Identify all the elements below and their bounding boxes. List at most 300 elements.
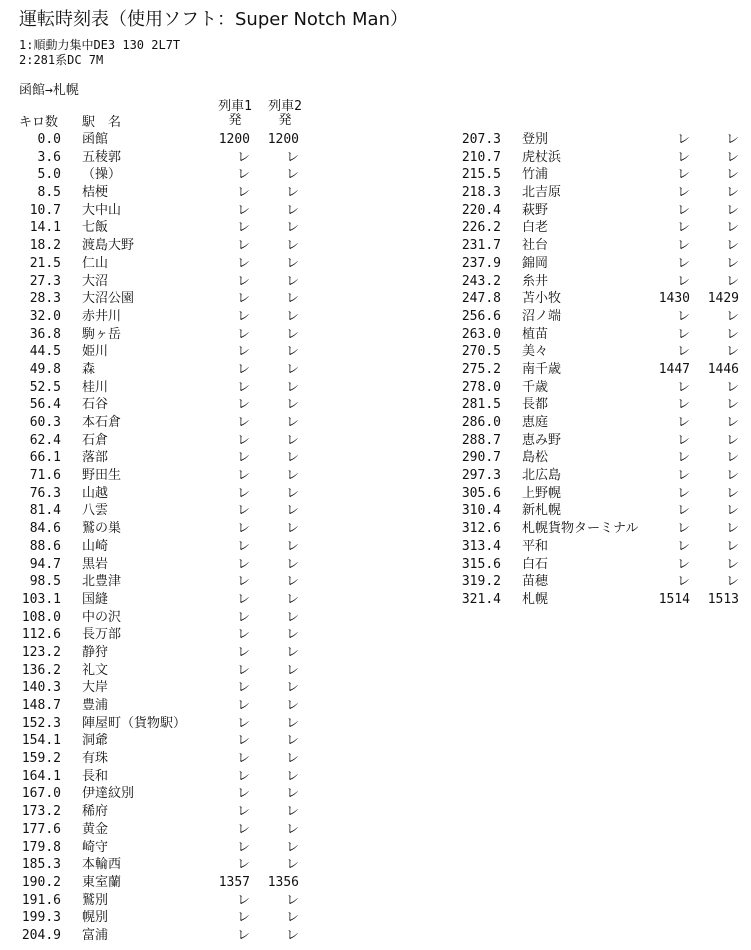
train2-time-cell: レ bbox=[285, 786, 299, 802]
km-cell: 98.5 bbox=[29, 574, 61, 590]
km-cell: 256.6 bbox=[461, 308, 501, 324]
train2-time-cell: レ bbox=[285, 503, 299, 519]
train1-time-cell: レ bbox=[236, 361, 250, 377]
km-cell: 191.6 bbox=[21, 892, 61, 908]
km-cell: 247.8 bbox=[461, 291, 501, 307]
station-cell: 陣屋町（貨物駅） bbox=[82, 715, 187, 731]
train1-time-cell: レ bbox=[236, 503, 250, 519]
km-cell: 136.2 bbox=[21, 662, 61, 678]
km-cell: 36.8 bbox=[29, 326, 61, 342]
station-cell: 新札幌 bbox=[522, 503, 562, 519]
train2-time-cell: レ bbox=[285, 220, 299, 236]
station-cell: 苫小牧 bbox=[522, 291, 562, 307]
train2-time-cell: レ bbox=[285, 857, 299, 873]
km-cell: 148.7 bbox=[21, 698, 61, 713]
train2-time-cell: レ bbox=[285, 698, 299, 713]
train2-time-cell: レ bbox=[285, 344, 299, 360]
km-cell: 315.6 bbox=[461, 556, 501, 572]
train1-time-cell: レ bbox=[236, 804, 250, 820]
train2-time-cell: レ bbox=[725, 185, 739, 201]
train2-time-cell: レ bbox=[725, 485, 739, 501]
station-cell: 恵み野 bbox=[522, 432, 562, 448]
train1-time-cell: レ bbox=[236, 768, 250, 784]
km-cell: 140.3 bbox=[21, 680, 61, 696]
km-cell: 312.6 bbox=[461, 521, 501, 537]
train2-time-cell: レ bbox=[725, 273, 739, 289]
train1-time-cell: レ bbox=[676, 167, 690, 183]
km-cell: 218.3 bbox=[461, 185, 501, 201]
station-cell: 沼ノ端 bbox=[522, 308, 562, 324]
train2-time-cell: レ bbox=[285, 609, 299, 625]
train1-time-cell: レ bbox=[236, 715, 250, 731]
train2-time-cell: レ bbox=[725, 503, 739, 519]
station-cell: 大沼公園 bbox=[82, 291, 135, 307]
station-cell: 赤井川 bbox=[82, 308, 122, 324]
station-cell: 姫川 bbox=[82, 344, 109, 360]
station-cell: 有珠 bbox=[82, 751, 109, 767]
train-info-1: 1:順動力集中DE3 130 2L7T bbox=[19, 38, 181, 52]
station-cell: 野田生 bbox=[82, 468, 122, 484]
train2-time-cell: レ bbox=[285, 308, 299, 324]
train1-time-cell: レ bbox=[676, 485, 690, 501]
train2-time-cell: レ bbox=[285, 644, 299, 660]
train-info-2: 2:281系DC 7M bbox=[19, 53, 104, 67]
header-train2: 列車2 bbox=[268, 99, 302, 114]
station-cell: 植苗 bbox=[522, 326, 549, 342]
km-cell: 313.4 bbox=[461, 538, 501, 554]
train1-time-cell: レ bbox=[236, 255, 250, 271]
km-cell: 66.1 bbox=[29, 450, 61, 466]
km-cell: 167.0 bbox=[21, 786, 61, 802]
km-cell: 62.4 bbox=[29, 432, 61, 448]
station-cell: 国縫 bbox=[82, 591, 109, 607]
station-cell: 石谷 bbox=[82, 397, 109, 413]
train2-time-cell: レ bbox=[285, 485, 299, 501]
train2-time-cell: レ bbox=[725, 255, 739, 271]
train2-time-cell: 1200 bbox=[267, 132, 299, 147]
train1-time-cell: レ bbox=[236, 627, 250, 643]
km-cell: 103.1 bbox=[21, 591, 61, 607]
km-cell: 275.2 bbox=[461, 361, 501, 377]
train2-time-cell: レ bbox=[285, 627, 299, 643]
train1-time-cell: 1200 bbox=[218, 132, 250, 147]
train1-time-cell: レ bbox=[676, 202, 690, 218]
header-km: キロ数 bbox=[19, 115, 59, 130]
km-cell: 270.5 bbox=[461, 344, 501, 360]
station-cell: 千歳 bbox=[522, 379, 549, 395]
km-cell: 290.7 bbox=[461, 450, 501, 466]
km-cell: 21.5 bbox=[29, 255, 61, 271]
train2-time-cell: レ bbox=[285, 556, 299, 572]
km-cell: 204.9 bbox=[21, 927, 61, 943]
train2-time-cell: レ bbox=[725, 574, 739, 590]
station-cell: 落部 bbox=[82, 450, 109, 466]
train1-time-cell: レ bbox=[236, 839, 250, 855]
train1-time-cell: レ bbox=[236, 308, 250, 324]
train1-time-cell: レ bbox=[236, 892, 250, 908]
station-cell: 苗穂 bbox=[522, 574, 549, 590]
train2-time-cell: レ bbox=[285, 662, 299, 678]
train1-time-cell: 1430 bbox=[658, 291, 690, 307]
km-cell: 10.7 bbox=[29, 202, 61, 218]
train1-time-cell: レ bbox=[236, 521, 250, 537]
train1-time-cell: レ bbox=[236, 326, 250, 342]
station-cell: 北豊津 bbox=[82, 574, 122, 590]
train2-time-cell: レ bbox=[285, 538, 299, 554]
station-cell: 島松 bbox=[522, 450, 549, 466]
station-cell: 伊達紋別 bbox=[82, 786, 135, 802]
station-cell: 大岸 bbox=[82, 680, 109, 696]
train1-time-cell: レ bbox=[676, 397, 690, 413]
km-cell: 305.6 bbox=[461, 485, 501, 501]
km-cell: 18.2 bbox=[29, 238, 61, 254]
train2-time-cell: レ bbox=[725, 344, 739, 360]
train2-time-cell: レ bbox=[725, 397, 739, 413]
station-cell: 礼文 bbox=[82, 662, 109, 678]
train1-time-cell: レ bbox=[236, 733, 250, 749]
train2-time-cell: レ bbox=[285, 839, 299, 855]
train1-time-cell: 1447 bbox=[658, 361, 690, 377]
station-cell: 函館 bbox=[82, 132, 109, 147]
train1-time-cell: レ bbox=[676, 344, 690, 360]
train1-time-cell: レ bbox=[676, 556, 690, 572]
station-cell: 豊浦 bbox=[82, 698, 109, 713]
train1-time-cell: レ bbox=[236, 238, 250, 254]
train1-time-cell: レ bbox=[236, 397, 250, 413]
km-cell: 5.0 bbox=[37, 167, 61, 183]
train2-time-cell: レ bbox=[285, 892, 299, 908]
train1-time-cell: レ bbox=[676, 132, 690, 147]
station-cell: 黄金 bbox=[82, 821, 109, 837]
header-dep2: 発 bbox=[278, 113, 292, 128]
station-cell: 七飯 bbox=[82, 220, 109, 236]
km-cell: 81.4 bbox=[29, 503, 61, 519]
train1-time-cell: レ bbox=[676, 503, 690, 519]
train1-time-cell: レ bbox=[236, 644, 250, 660]
train1-time-cell: レ bbox=[676, 185, 690, 201]
header-dep1: 発 bbox=[228, 113, 242, 128]
station-cell: 静狩 bbox=[82, 644, 109, 660]
km-cell: 286.0 bbox=[461, 415, 501, 430]
station-cell: 東室蘭 bbox=[82, 874, 122, 890]
train2-time-cell: レ bbox=[285, 521, 299, 537]
train2-time-cell: レ bbox=[725, 450, 739, 466]
train2-time-cell: レ bbox=[285, 149, 299, 165]
station-cell: 駒ヶ岳 bbox=[82, 326, 122, 342]
km-cell: 173.2 bbox=[21, 804, 61, 820]
station-cell: 札幌貨物ターミナル bbox=[522, 521, 639, 537]
train2-time-cell: 1513 bbox=[707, 591, 739, 607]
km-cell: 199.3 bbox=[21, 910, 61, 926]
train2-time-cell: レ bbox=[285, 927, 299, 943]
train1-time-cell: レ bbox=[676, 538, 690, 554]
station-cell: 社台 bbox=[522, 238, 549, 254]
km-cell: 94.7 bbox=[29, 556, 61, 572]
km-cell: 215.5 bbox=[461, 167, 501, 183]
km-cell: 49.8 bbox=[29, 361, 61, 377]
train1-time-cell: レ bbox=[236, 485, 250, 501]
train2-time-cell: レ bbox=[285, 468, 299, 484]
train1-time-cell: 1514 bbox=[658, 591, 690, 607]
train2-time-cell: 1356 bbox=[267, 874, 299, 890]
train2-time-cell: レ bbox=[725, 415, 739, 430]
train1-time-cell: レ bbox=[236, 291, 250, 307]
train1-time-cell: レ bbox=[236, 927, 250, 943]
train2-time-cell: レ bbox=[725, 468, 739, 484]
train1-time-cell: 1357 bbox=[218, 874, 250, 890]
route-label: 函館→札幌 bbox=[19, 83, 79, 98]
km-cell: 32.0 bbox=[29, 308, 61, 324]
station-cell: 長和 bbox=[82, 768, 109, 784]
train1-time-cell: レ bbox=[676, 415, 690, 430]
station-cell: 黒岩 bbox=[82, 556, 109, 572]
km-cell: 278.0 bbox=[461, 379, 501, 395]
km-cell: 3.6 bbox=[37, 149, 61, 165]
train1-time-cell: レ bbox=[676, 149, 690, 165]
train2-time-cell: レ bbox=[285, 768, 299, 784]
km-cell: 8.5 bbox=[37, 185, 61, 201]
station-cell: 森 bbox=[82, 361, 96, 377]
train1-time-cell: レ bbox=[236, 468, 250, 484]
km-cell: 76.3 bbox=[29, 485, 61, 501]
km-cell: 152.3 bbox=[21, 715, 61, 731]
train1-time-cell: レ bbox=[676, 220, 690, 236]
station-cell: 渡島大野 bbox=[82, 238, 135, 254]
km-cell: 226.2 bbox=[461, 220, 501, 236]
km-cell: 159.2 bbox=[21, 751, 61, 767]
train2-time-cell: レ bbox=[285, 591, 299, 607]
station-cell: 洞爺 bbox=[82, 733, 109, 749]
km-cell: 71.6 bbox=[29, 468, 61, 484]
station-cell: 石倉 bbox=[82, 432, 109, 448]
train1-time-cell: レ bbox=[236, 185, 250, 201]
station-cell: （操） bbox=[82, 167, 122, 183]
train1-time-cell: レ bbox=[236, 609, 250, 625]
station-cell: 糸井 bbox=[522, 273, 549, 289]
station-cell: 五稜郭 bbox=[82, 149, 122, 165]
station-cell: 桂川 bbox=[82, 379, 109, 395]
train1-time-cell: レ bbox=[236, 910, 250, 926]
train1-time-cell: レ bbox=[236, 344, 250, 360]
km-cell: 185.3 bbox=[21, 857, 61, 873]
station-cell: 桔梗 bbox=[82, 185, 109, 201]
train2-time-cell: レ bbox=[725, 220, 739, 236]
train1-time-cell: レ bbox=[676, 432, 690, 448]
train2-time-cell: レ bbox=[725, 149, 739, 165]
km-cell: 190.2 bbox=[21, 874, 61, 890]
train2-time-cell: レ bbox=[725, 202, 739, 218]
train2-time-cell: レ bbox=[725, 538, 739, 554]
train2-time-cell: レ bbox=[725, 432, 739, 448]
train2-time-cell: レ bbox=[725, 308, 739, 324]
train2-time-cell: レ bbox=[285, 167, 299, 183]
train1-time-cell: レ bbox=[236, 220, 250, 236]
km-cell: 319.2 bbox=[461, 574, 501, 590]
train2-time-cell: レ bbox=[285, 680, 299, 696]
train2-time-cell: レ bbox=[285, 397, 299, 413]
train2-time-cell: レ bbox=[725, 132, 739, 147]
station-cell: 大沼 bbox=[82, 273, 109, 289]
train1-time-cell: レ bbox=[676, 450, 690, 466]
train2-time-cell: レ bbox=[285, 804, 299, 820]
km-cell: 288.7 bbox=[461, 432, 501, 448]
km-cell: 123.2 bbox=[21, 644, 61, 660]
train1-time-cell: レ bbox=[236, 556, 250, 572]
train2-time-cell: レ bbox=[285, 450, 299, 466]
km-cell: 44.5 bbox=[29, 344, 61, 360]
train1-time-cell: レ bbox=[236, 680, 250, 696]
km-cell: 281.5 bbox=[461, 397, 501, 413]
train2-time-cell: レ bbox=[285, 432, 299, 448]
station-cell: 美々 bbox=[522, 344, 549, 360]
train2-time-cell: レ bbox=[285, 733, 299, 749]
train1-time-cell: レ bbox=[236, 273, 250, 289]
train2-time-cell: レ bbox=[285, 361, 299, 377]
station-cell: 富浦 bbox=[82, 927, 109, 943]
train2-time-cell: レ bbox=[285, 910, 299, 926]
train1-time-cell: レ bbox=[236, 202, 250, 218]
station-cell: 虎杖浜 bbox=[522, 149, 562, 165]
page-title: 運転時刻表（使用ソフト：Super Notch Man） bbox=[19, 9, 408, 30]
train1-time-cell: レ bbox=[236, 786, 250, 802]
train2-time-cell: レ bbox=[285, 715, 299, 731]
km-cell: 88.6 bbox=[29, 538, 61, 554]
km-cell: 84.6 bbox=[29, 521, 61, 537]
train2-time-cell: レ bbox=[725, 167, 739, 183]
km-cell: 297.3 bbox=[461, 468, 501, 484]
train2-time-cell: レ bbox=[725, 326, 739, 342]
train2-time-cell: レ bbox=[285, 238, 299, 254]
train1-time-cell: レ bbox=[676, 521, 690, 537]
train1-time-cell: レ bbox=[236, 662, 250, 678]
train2-time-cell: レ bbox=[285, 202, 299, 218]
train2-time-cell: レ bbox=[285, 326, 299, 342]
station-cell: 八雲 bbox=[82, 503, 109, 519]
station-cell: 上野幌 bbox=[522, 485, 562, 501]
km-cell: 179.8 bbox=[21, 839, 61, 855]
station-cell: 大中山 bbox=[82, 202, 122, 218]
train1-time-cell: レ bbox=[236, 379, 250, 395]
station-cell: 山越 bbox=[82, 485, 109, 501]
train1-time-cell: レ bbox=[236, 149, 250, 165]
km-cell: 210.7 bbox=[461, 149, 501, 165]
station-cell: 白石 bbox=[522, 556, 549, 572]
header-train1: 列車1 bbox=[218, 99, 252, 114]
train2-time-cell: 1446 bbox=[707, 361, 739, 377]
km-cell: 220.4 bbox=[461, 202, 501, 218]
train1-time-cell: レ bbox=[236, 432, 250, 448]
station-cell: 中の沢 bbox=[82, 609, 122, 625]
km-cell: 112.6 bbox=[21, 627, 61, 643]
km-cell: 60.3 bbox=[29, 415, 61, 430]
station-cell: 北広島 bbox=[522, 468, 562, 484]
station-cell: 稀府 bbox=[82, 804, 109, 820]
km-cell: 28.3 bbox=[29, 291, 61, 307]
train1-time-cell: レ bbox=[236, 167, 250, 183]
station-cell: 本石倉 bbox=[82, 415, 122, 430]
km-cell: 231.7 bbox=[461, 238, 501, 254]
station-cell: 札幌 bbox=[522, 591, 549, 607]
station-cell: 北吉原 bbox=[522, 185, 562, 201]
station-cell: 恵庭 bbox=[522, 415, 549, 430]
km-cell: 27.3 bbox=[29, 273, 61, 289]
train2-time-cell: レ bbox=[285, 273, 299, 289]
station-cell: 崎守 bbox=[82, 839, 109, 855]
station-cell: 仁山 bbox=[82, 255, 109, 271]
station-cell: 平和 bbox=[522, 538, 549, 554]
train1-time-cell: レ bbox=[236, 751, 250, 767]
km-cell: 0.0 bbox=[37, 132, 61, 147]
train2-time-cell: レ bbox=[285, 185, 299, 201]
train2-time-cell: レ bbox=[285, 291, 299, 307]
train2-time-cell: 1429 bbox=[707, 291, 739, 307]
train1-time-cell: レ bbox=[676, 468, 690, 484]
station-cell: 長都 bbox=[522, 397, 549, 413]
train1-time-cell: レ bbox=[676, 574, 690, 590]
train1-time-cell: レ bbox=[236, 821, 250, 837]
km-cell: 108.0 bbox=[21, 609, 61, 625]
train1-time-cell: レ bbox=[676, 308, 690, 324]
km-cell: 177.6 bbox=[21, 821, 61, 837]
train1-time-cell: レ bbox=[676, 379, 690, 395]
station-cell: 鷲の巣 bbox=[82, 521, 122, 537]
km-cell: 56.4 bbox=[29, 397, 61, 413]
train2-time-cell: レ bbox=[285, 751, 299, 767]
km-cell: 237.9 bbox=[461, 255, 501, 271]
km-cell: 207.3 bbox=[461, 132, 501, 147]
train1-time-cell: レ bbox=[236, 698, 250, 713]
station-cell: 鷲別 bbox=[82, 892, 109, 908]
train1-time-cell: レ bbox=[236, 415, 250, 430]
station-cell: 登別 bbox=[522, 132, 549, 147]
train2-time-cell: レ bbox=[285, 255, 299, 271]
km-cell: 263.0 bbox=[461, 326, 501, 342]
station-cell: 萩野 bbox=[522, 202, 549, 218]
km-cell: 14.1 bbox=[29, 220, 61, 236]
train2-time-cell: レ bbox=[725, 379, 739, 395]
station-cell: 山崎 bbox=[82, 538, 109, 554]
km-cell: 52.5 bbox=[29, 379, 61, 395]
station-cell: 竹浦 bbox=[522, 167, 549, 183]
header-station: 駅 名 bbox=[82, 115, 122, 130]
train1-time-cell: レ bbox=[236, 538, 250, 554]
train1-time-cell: レ bbox=[236, 591, 250, 607]
station-cell: 白老 bbox=[522, 220, 549, 236]
train1-time-cell: レ bbox=[676, 238, 690, 254]
km-cell: 164.1 bbox=[21, 768, 61, 784]
train1-time-cell: レ bbox=[676, 273, 690, 289]
train2-time-cell: レ bbox=[725, 521, 739, 537]
train1-time-cell: レ bbox=[676, 255, 690, 271]
station-cell: 長万部 bbox=[82, 627, 122, 643]
train2-time-cell: レ bbox=[285, 821, 299, 837]
km-cell: 310.4 bbox=[461, 503, 501, 519]
station-cell: 本輪西 bbox=[82, 857, 122, 873]
train1-time-cell: レ bbox=[236, 574, 250, 590]
train2-time-cell: レ bbox=[285, 574, 299, 590]
train2-time-cell: レ bbox=[725, 556, 739, 572]
train2-time-cell: レ bbox=[725, 238, 739, 254]
km-cell: 243.2 bbox=[461, 273, 501, 289]
station-cell: 南千歳 bbox=[522, 361, 562, 377]
train2-time-cell: レ bbox=[285, 415, 299, 430]
station-cell: 錦岡 bbox=[522, 255, 549, 271]
km-cell: 154.1 bbox=[21, 733, 61, 749]
train1-time-cell: レ bbox=[676, 326, 690, 342]
train1-time-cell: レ bbox=[236, 450, 250, 466]
station-cell: 幌別 bbox=[82, 910, 109, 926]
km-cell: 321.4 bbox=[461, 591, 501, 607]
